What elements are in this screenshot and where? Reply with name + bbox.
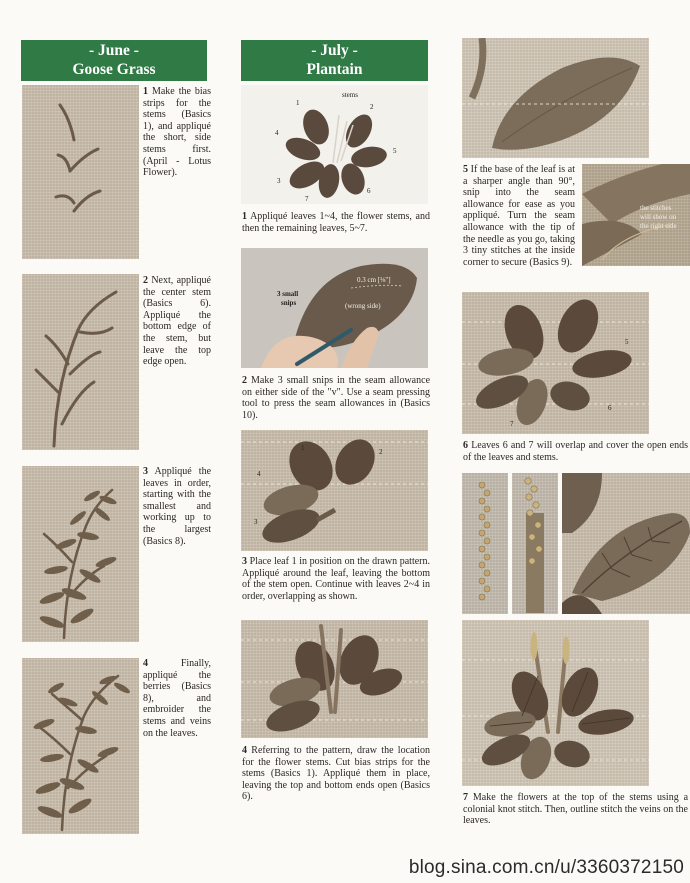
july-step4-photo: [241, 620, 428, 738]
july-header-plant: Plantain: [306, 61, 363, 78]
leaf-detail-illustration: [462, 38, 649, 158]
label-p3-2: 2: [379, 448, 383, 456]
july-step3-body: Place leaf 1 in position on the drawn pattern. Appliqué around the leaf, leaving the bottom of the stem open. Continue with leaves 2~4 in order, overlapping as shown.: [242, 556, 430, 602]
right-step5-number: 5: [463, 164, 468, 175]
june-header: [21, 40, 207, 81]
label-stitches-1: the stitches: [640, 204, 672, 212]
june-step4-text: [143, 658, 211, 739]
june-step1-text: [143, 86, 211, 179]
label-measure: 0.3 cm [⅛"]: [357, 276, 391, 284]
july-header-month: - July -: [311, 42, 358, 59]
july-step2-body: Make 3 small snips in the seam allowance on either side of the "v". Use a seam pressing tool to press the seam allowances in (Basics 10).: [242, 375, 431, 421]
label-leaf-1: 1: [296, 99, 300, 107]
label-snips-2: snips: [281, 299, 297, 307]
label-leaf-7: 7: [305, 195, 309, 203]
june-step4-body: Finally, appliqué the berries (Basics 8), and embroider the stems and veins on the leaves.: [143, 658, 211, 739]
leaf-vein-photo: [562, 473, 690, 614]
july-header: [241, 40, 428, 81]
july-step2-text: [242, 375, 430, 421]
june-header-month: - June -: [89, 42, 139, 59]
knot-strip-2-illustration: [512, 473, 558, 614]
june-step3-text: [143, 466, 211, 547]
july-step4-body: Referring to the pattern, draw the location for the flower stems. Cut bias strips for the stems (Basics 1). Appliqué them in place, leaving the top and bottom ends open (Basics 6).: [242, 745, 431, 803]
label-leaf-6: 6: [367, 187, 371, 195]
goose-grass-finished-illustration: [22, 658, 139, 834]
right-stitches-photo: [582, 164, 690, 266]
right-step5-text: [463, 164, 575, 268]
right-step6-text: [463, 440, 688, 463]
leaves-1-7-illustration: [462, 292, 649, 434]
june-step2-text: [143, 275, 211, 368]
label-p3-4: 4: [257, 470, 261, 478]
june-step1-photo: [22, 85, 139, 259]
seam-pressing-illustration: [241, 248, 428, 368]
leaf-vein-illustration: [562, 473, 690, 614]
june-step1-body: Make the bias strips for the stems (Basics 1), and appliqué the short, side stems first. (April - Lotus Flower).: [143, 86, 211, 179]
june-step2-body: Next, appliqué the center stem (Basics 6). Appliqué the bottom edge of the stem, but leave the top edge open.: [143, 275, 211, 368]
july-step1-body: Appliqué leaves 1~4, the flower stems, and then the remaining leaves, 5~7.: [242, 211, 430, 234]
colonial-knot-photo-2: [512, 473, 558, 614]
knot-strip-1-illustration: [462, 473, 508, 614]
colonial-knot-photo-1: [462, 473, 508, 614]
blog-watermark: blog.sina.com.cn/u/3360372150: [408, 857, 684, 878]
label-p3-3: 3: [254, 518, 258, 526]
june-step3-body: Appliqué the leaves in order, starting with the smallest and working up to the largest (Basics 8).: [143, 466, 212, 547]
label-p3-1: 1: [301, 444, 305, 452]
short-stems-illustration: [22, 85, 139, 259]
center-stem-illustration: [22, 274, 139, 450]
june-header-plant: Goose Grass: [72, 61, 156, 78]
label-stitches-3: the right side: [640, 222, 677, 230]
june-step2-photo: [22, 274, 139, 450]
june-step4-photo: [22, 658, 139, 834]
label-snips-1: 3 small: [277, 290, 299, 298]
goose-grass-leaves-illustration: [22, 466, 139, 642]
june-step4-number: 4: [143, 658, 148, 669]
june-step1-number: 1: [143, 86, 148, 97]
july-step3-photo: [241, 430, 428, 551]
right-step7-photo: [462, 620, 649, 786]
label-stems: stems: [342, 91, 358, 99]
july-step2-number: 2: [242, 375, 247, 386]
right-step5-body: If the base of the leaf is at a sharper angle than 90°, snip into the seam allowance for ease as you appliqué. Turn the seam allowance with the tip of the needle as you go, taking 3 tiny stitches at the inside corner to secure (Basics 9).: [463, 164, 575, 268]
june-step2-number: 2: [143, 275, 148, 286]
right-step6-photo: [462, 292, 649, 434]
july-step4-number: 4: [242, 745, 247, 756]
july-step1-number: 1: [242, 211, 247, 222]
label-p6-7: 7: [510, 420, 514, 428]
july-step3-number: 3: [242, 556, 247, 567]
label-leaf-5: 5: [393, 147, 397, 155]
july-step2-photo: [241, 248, 428, 368]
right-leaf-top-photo: [462, 38, 649, 158]
finished-plantain-illustration: [462, 620, 649, 786]
leaves-1-4-illustration: [241, 430, 428, 551]
right-step7-text: [463, 792, 688, 827]
june-step3-photo: [22, 466, 139, 642]
right-step6-number: 6: [463, 440, 468, 451]
right-step7-body: Make the flowers at the top of the stems using a colonial knot stitch. Then, outline stitch the veins on the leaves.: [463, 792, 689, 827]
june-step3-number: 3: [143, 466, 148, 477]
flower-stems-illustration: [241, 620, 428, 738]
label-leaf-3: 3: [277, 177, 281, 185]
label-stitches-2: will show on: [640, 213, 677, 221]
july-step4-text: [242, 745, 430, 803]
label-p6-5: 5: [625, 338, 629, 346]
july-step1-photo: [241, 85, 428, 204]
label-wrong-side: (wrong side): [345, 302, 381, 310]
cut-leaves-illustration: [241, 85, 428, 204]
right-step7-number: 7: [463, 792, 468, 803]
july-step1-text: [242, 211, 430, 234]
label-leaf-4: 4: [275, 129, 279, 137]
label-leaf-2: 2: [370, 103, 374, 111]
july-step3-text: [242, 556, 430, 602]
right-step6-body: Leaves 6 and 7 will overlap and cover the open ends of the leaves and stems.: [463, 440, 688, 463]
label-p6-6: 6: [608, 404, 612, 412]
